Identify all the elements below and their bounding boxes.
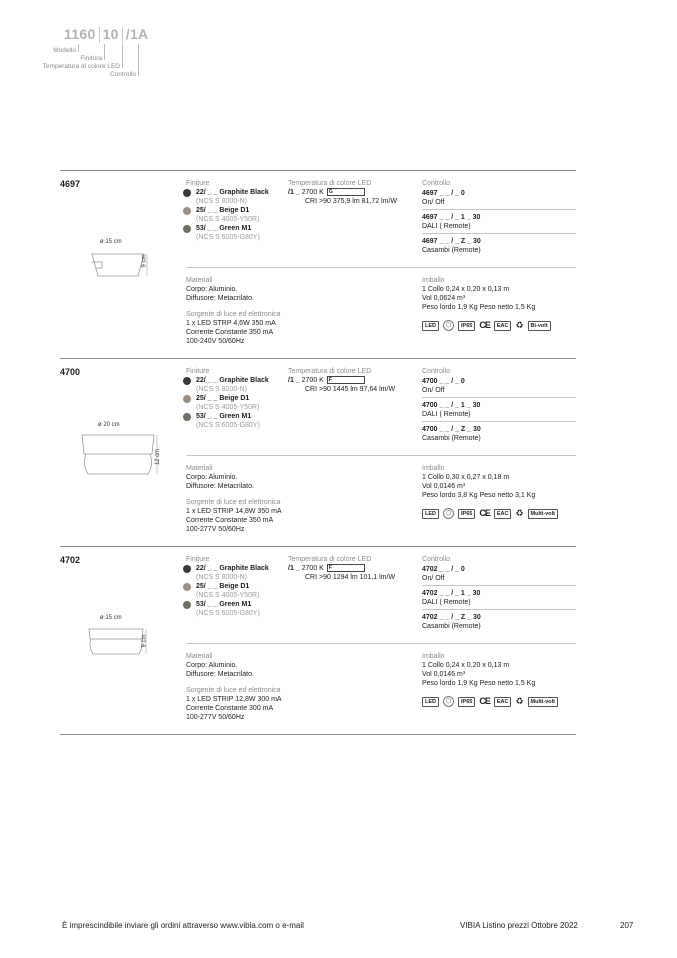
lamp-drawing — [86, 626, 148, 660]
control-option: 4697 _ _ / _ 0 On/ Off — [422, 188, 576, 210]
certification-icons — [422, 320, 576, 331]
swatch-green — [183, 413, 191, 421]
product-code: 4700 — [60, 367, 81, 377]
ip65-icon: IP65 — [458, 509, 475, 519]
certification-icons — [422, 508, 576, 519]
height-label: 12 cm — [155, 448, 162, 466]
energy-label: F — [327, 376, 365, 384]
finish-item: 53/ _ _ Green M1 (NCS S 6005-G80Y) — [186, 412, 281, 430]
divider — [60, 734, 576, 735]
page-number: 207 — [620, 921, 634, 930]
control-option: 4700 _ _ / _ 1 _ 30 DALI ( Remote) — [422, 400, 576, 422]
control-option: 4702 _ _ / _ 0 On/ Off — [422, 564, 576, 586]
finish-item: 25/ _ _ Beige D1 (NCS S 4005-Y50R) — [186, 582, 281, 600]
materials-block: Materiali Corpo: Aluminio. Diffusore: Metacrilato. Sorgente di luce ed elettronica 1 x LED STRIP 12,8W 300 mA Corrente Constante 300 mA 100-277V 50/60Hz — [186, 653, 282, 721]
ball-test-icon: ◯ — [443, 696, 454, 707]
product-code: 4697 — [60, 179, 81, 189]
control-option: 4700 _ _ / _ Z _ 30 Casambi (Remote) — [422, 426, 481, 442]
volt-icon: Multi-volt — [528, 697, 558, 707]
eac-icon: EAC — [494, 697, 512, 707]
legend-finish: 10 — [102, 26, 119, 42]
finish-item: 22/ _ _ Graphite Black (NCS S 8000-N) — [186, 376, 281, 394]
control-column: Controllo 4702 _ _ / _ 0 On/ Off 4702 _ _ / _ 1 _ 30 DALI ( Remote) 4702 _ _ / _ Z _ 30 Casambi (Remote) — [422, 555, 576, 635]
finish-item: 53/ _ _ Green M1 (NCS S 6005-G80Y) — [186, 600, 281, 618]
finish-item: 25/ _ _ Beige D1 (NCS S 4005-Y50R) — [186, 206, 281, 224]
code-legend — [62, 26, 150, 43]
materials-block: Materiali Corpo: Aluminio. Diffusore: Metacrilato. Sorgente di luce ed elettronica 1 x LED STRIP 14,8W 350 mA Corrente Constante 350 mA 100-277V 50/60Hz — [186, 465, 282, 533]
packing-block: Imballo 1 Collo 0,24 x 0,20 x 0,13 m Vol 0,0146 m³ Peso lordo 1,9 Kg Peso netto 1,5 Kg LED ◯ IP65 CE EAC ♻ Multi-volt — [422, 652, 576, 707]
ball-test-icon: ◯ — [443, 508, 454, 519]
product-section-4700 — [60, 358, 576, 546]
swatch-graphite — [183, 189, 191, 197]
finish-item: 25/ _ _ Beige D1 (NCS S 4005-Y50R) — [186, 394, 281, 412]
swatch-beige — [183, 583, 191, 591]
control-option: 4697 _ _ / _ Z _ 30 Casambi (Remote) — [422, 238, 481, 254]
packing-block: Imballo 1 Collo 0,24 x 0,20 x 0,13 m Vol 0,0624 m³ Peso lordo 1,9 Kg Peso netto 1,5 Kg LED ◯ IP65 CE EAC ♻ Bi-volt — [422, 276, 576, 331]
swatch-green — [183, 601, 191, 609]
materials-block: Materiali Corpo: Aluminio. Diffusore: Metacrilato. Sorgente di luce ed elettronica 1 x LED STRP 4,6W 350 mA Corrente Constante 350 mA 100-240V 50/60Hz — [186, 277, 281, 345]
height-label: 9 cm — [141, 254, 148, 268]
finishes-column — [186, 179, 281, 242]
recycle-icon: ♻ — [515, 508, 524, 518]
ce-icon: CE — [479, 508, 490, 518]
finishes-column: Finiture 22/ _ _ Graphite Black (NCS S 8000-N) 25/ _ _ Beige D1 (NCS S 4005-Y50R) 53/ _ _ Green M1 (NCS S 6005-G80Y) — [186, 555, 281, 618]
diameter-label: ø 15 cm — [100, 615, 122, 621]
ce-icon: CE — [479, 320, 490, 330]
temperature-column: Temperatura di colore LED /1 _ 2700 K F CRI >90 1294 lm 101,1 lm/W — [288, 556, 396, 581]
diameter-label: ø 15 cm — [100, 239, 122, 245]
control-option: 4702 _ _ / _ Z _ 30 Casambi (Remote) — [422, 614, 481, 630]
led-icon: LED — [422, 509, 439, 519]
product-section-4697 — [60, 170, 576, 358]
ip65-icon: IP65 — [458, 697, 475, 707]
lamp-drawing — [80, 432, 160, 482]
energy-label: F — [327, 564, 365, 572]
control-option: 4700 _ _ / _ 0 On/ Off — [422, 376, 576, 398]
eac-icon: EAC — [494, 509, 512, 519]
ip65-icon: IP65 — [458, 321, 475, 331]
product-section-4702 — [60, 546, 576, 734]
swatch-green — [183, 225, 191, 233]
control-header: Controllo — [422, 180, 451, 187]
footer-pricelist: VIBIA Listino prezzi Ottobre 2022 — [460, 921, 578, 930]
recycle-icon: ♻ — [515, 320, 524, 330]
legend-label-model: Modello — [53, 47, 76, 54]
swatch-graphite — [183, 565, 191, 573]
swatch-graphite — [183, 377, 191, 385]
legend-control: /1A — [125, 26, 149, 42]
product-code: 4702 — [60, 555, 81, 565]
finish-item: 53/ _ _ Green M1 (NCS S 6005-G80Y) — [186, 224, 281, 242]
legend-model: 1160 — [64, 26, 96, 42]
finish-item: 22/ _ _ Graphite Black (NCS S 8000-N) — [186, 188, 281, 206]
ball-test-icon: ◯ — [443, 320, 454, 331]
swatch-beige — [183, 207, 191, 215]
energy-label: G — [327, 188, 365, 196]
legend-label-control: Controllo — [109, 71, 136, 78]
led-icon: LED — [422, 697, 439, 707]
temperature-header: Temperatura di colore LED — [288, 180, 372, 187]
control-option: 4702 _ _ / _ 1 _ 30 DALI ( Remote) — [422, 588, 576, 610]
volt-icon: Bi-volt — [528, 321, 551, 331]
control-column — [422, 179, 576, 259]
finish-item: 22/ _ _ Graphite Black (NCS S 8000-N) — [186, 564, 281, 582]
eac-icon: EAC — [494, 321, 512, 331]
swatch-beige — [183, 395, 191, 403]
height-label: 9 cm — [141, 634, 148, 648]
temperature-column: Temperatura di colore LED /1 _ 2700 K F CRI >90 1445 lm 97,64 lm/W — [288, 368, 396, 393]
finishes-column: Finiture 22/ _ _ Graphite Black (NCS S 8000-N) 25/ _ _ Beige D1 (NCS S 4005-Y50R) 53/ _ _ Green M1 (NCS S 6005-G80Y) — [186, 367, 281, 430]
packing-block: Imballo 1 Collo 0,30 x 0,27 x 0,18 m Vol 0,0146 m³ Peso lordo 3,8 Kg Peso netto 3,1 Kg LED ◯ IP65 CE EAC ♻ Multi-volt — [422, 464, 576, 519]
finishes-header: Finiture — [186, 180, 210, 187]
certification-icons — [422, 696, 576, 707]
ce-icon: CE — [479, 696, 490, 706]
diameter-label: ø 20 cm — [98, 422, 120, 428]
led-icon: LED — [422, 321, 439, 331]
footer-order-note: È imprescindibile inviare gli ordini attraverso www.vibia.com o e-mail — [62, 921, 304, 930]
recycle-icon: ♻ — [515, 696, 524, 706]
volt-icon: Multi-volt — [528, 509, 558, 519]
control-column: Controllo 4700 _ _ / _ 0 On/ Off 4700 _ _ / _ 1 _ 30 DALI ( Remote) 4700 _ _ / _ Z _ 30 Casambi (Remote) — [422, 367, 576, 447]
temperature-column: Temperatura di colore LED /1 _ 2700 K G CRI >90 375,9 lm 81,72 lm/W — [288, 179, 413, 206]
legend-label-finish: Finitura — [80, 55, 102, 62]
legend-label-temp: Temperatura di colore LED — [42, 63, 120, 70]
control-option: 4697 _ _ / _ 1 _ 30 DALI ( Remote) — [422, 212, 576, 234]
